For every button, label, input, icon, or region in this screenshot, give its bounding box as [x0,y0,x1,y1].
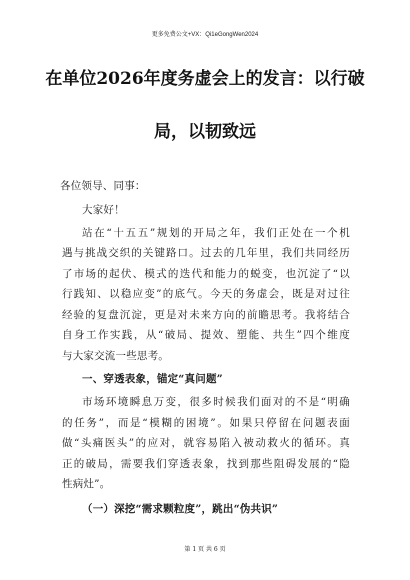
greeting: 大家好！ [82,204,125,216]
document-title-line-2: 局，以韧致远 [154,122,256,142]
page-footer: 第 1 页 共 6 页 [184,546,226,553]
document-title-line-1: 在单位2026年度务虚会上的发言：以行破 [45,69,365,89]
paragraph-1-line: 站在“十五五”规划的开局之年，我们正处在一个机 [82,227,350,239]
paragraph-1-line: 与大家交流一些思考。 [62,350,169,362]
paragraph-1-line: 经验的复盘沉淀，更是对未来方向的前瞻思考。我将结合 [62,309,350,321]
salutation: 各位领导、同事： [60,180,146,192]
paragraph-2-line: 性病灶”。 [62,478,111,490]
page-header: 更多免费公文+VX：Qi1eGongWen2024 [151,32,259,38]
paragraph-1-line: 遇与挑战交织的关键路口。过去的几年里，我们共同经历 [62,247,350,259]
section-heading-1: 一、穿透表象，锚定“真问题” [82,373,223,385]
paragraph-1-line: 行践知、以稳应变”的底气。今天的务虚会，既是对过往 [62,288,350,300]
paragraph-2-line: 市场环境瞬息万变，很多时候我们面对的不是“明确 [82,396,350,408]
paragraph-2-line: 的任务”，而是“模糊的困境”。如果只停留在问题表面 [62,417,350,429]
paragraph-1-line: 了市场的起伏、模式的迭代和能力的蜕变，也沉淀了“以 [62,268,350,280]
paragraph-2-line: 正的破局，需要我们穿透表象，找到那些阻碍发展的“隐 [62,458,350,470]
section-subheading-1: （一）深挖“需求颗粒度”，跳出“伪共识” [82,503,279,515]
paragraph-2-line: 做“头痛医头”的应对，就容易陷入被动救火的循环。真 [62,437,350,449]
paragraph-1-line: 自身工作实践，从“破局、提效、塑能、共生”四个维度 [62,329,350,341]
